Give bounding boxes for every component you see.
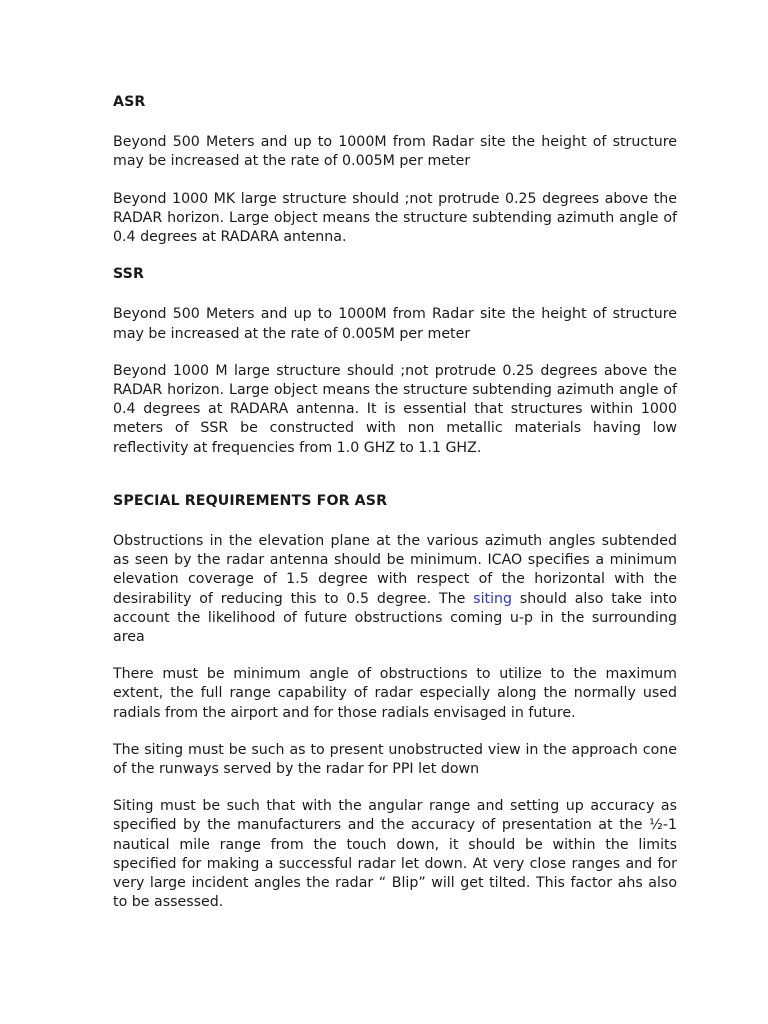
asr-heading: ASR bbox=[113, 94, 146, 110]
siting-link[interactable]: siting bbox=[473, 590, 513, 607]
special-paragraph-1-text-before: Obstructions in the elevation plane at the various azimuth angles subtended as seen by the radar antenna should be minimum. ICAO specifies a minimum elevation coverage of 1.5 degree with respect of the horizontal with the desirability of reducing this to 0.5 degree. The bbox=[113, 533, 677, 607]
special-paragraph-1 bbox=[113, 532, 677, 647]
special-paragraph-3: The siting must be such as to present unobstructed view in the approach cone of the runways served by the radar for PPI let down bbox=[113, 741, 677, 778]
asr-paragraph-2: Beyond 1000 MK large structure should ;not protrude 0.25 degrees above the RADAR horizon. Large object means the structure subtending azimuth angle of 0.4 degrees at RADARA antenna. bbox=[113, 190, 677, 245]
ssr-paragraph-1: Beyond 500 Meters and up to 1000M from Radar site the height of structure may be increased at the rate of 0.005M per meter bbox=[113, 306, 677, 342]
ssr-heading: SSR bbox=[113, 266, 145, 283]
special-requirements-heading: SPECIAL REQUIREMENTS FOR ASR bbox=[113, 492, 388, 509]
asr-paragraph-1: Beyond 500 Meters and up to 1000M from Radar site the height of structure may be increased at the rate of 0.005M per meter bbox=[113, 134, 677, 170]
special-paragraph-1-text-after: should also take into account the likelihood of future obstructions coming u-p in the surrounding area bbox=[113, 590, 678, 646]
ssr-paragraph-2: Beyond 1000 M large structure should ;not protrude 0.25 degrees above the RADAR horizon. Large object means the structure subtending azimuth angle of 0.4 degrees at RADARA antenna. It is essential that structures within 1000 meters of SSR be constructed with non metallic materials having low reflectivity at frequencies from 1.0 GHZ to 1.1 GHZ. bbox=[113, 362, 677, 456]
special-paragraph-4: Siting must be such that with the angular range and setting up accuracy as specified by the manufacturers and the accuracy of presentation at the ½-1 nautical mile range from the touch down, it should be within the limits specified for making a successful radar let down. At very close ranges and for very large incident angles the radar “ Blip” will get tilted. This factor ahs also to be assessed. bbox=[113, 798, 677, 911]
special-paragraph-2: There must be minimum angle of obstructions to utilize to the maximum extent, the full range capability of radar especially along the normally used radials from the airport and for those radials envisaged in future. bbox=[113, 666, 677, 721]
document-page bbox=[113, 93, 677, 912]
